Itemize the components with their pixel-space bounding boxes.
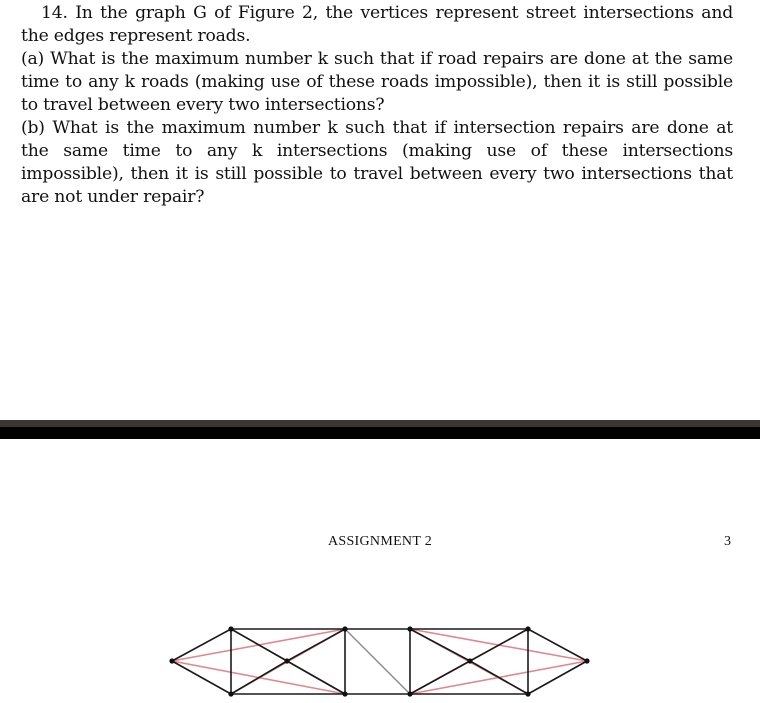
vertex-v7 bbox=[407, 626, 412, 631]
figure-2-graph bbox=[0, 600, 760, 703]
vertex-v2 bbox=[228, 626, 233, 631]
page-number: 3 bbox=[724, 534, 731, 549]
edge-v2-v4 bbox=[231, 629, 287, 661]
problem-part-a: (a) What is the maximum number k such that if road repairs are done at the same time to any k roads (making use of these roads impossible), then it is still possible to travel between every two intersections? bbox=[21, 49, 733, 115]
running-head: ASSIGNMENT 2 bbox=[327, 534, 433, 549]
vertex-v12 bbox=[584, 658, 589, 663]
problem-statement: 14. In the graph G of Figure 2, the vertices represent street intersections and the edges represent roads. bbox=[21, 3, 733, 46]
vertex-v6 bbox=[342, 691, 347, 696]
problem-part-b: (b) What is the maximum number k such that if intersection repairs are done at the same time to any k intersections (making use of these intersections impossible), then it is still possible to travel between every two intersections that are not under repair? bbox=[21, 118, 733, 207]
edge-v9-v11 bbox=[470, 661, 528, 694]
vertex-v9 bbox=[467, 658, 472, 663]
gray-edge-v5-v8 bbox=[345, 629, 410, 694]
black-edges bbox=[172, 629, 587, 694]
edge-v9-v10 bbox=[470, 629, 528, 661]
problem-14 bbox=[21, 2, 733, 209]
vertex-v10 bbox=[525, 626, 530, 631]
vertex-v5 bbox=[342, 626, 347, 631]
vertex-v8 bbox=[407, 691, 412, 696]
vertex-v4 bbox=[284, 658, 289, 663]
vertex-v11 bbox=[525, 691, 530, 696]
divider-shade bbox=[0, 420, 760, 427]
gray-edges bbox=[345, 629, 410, 694]
vertex-v3 bbox=[228, 691, 233, 696]
vertex-v1 bbox=[169, 658, 174, 663]
edge-v3-v4 bbox=[231, 661, 287, 694]
red-edges bbox=[172, 629, 587, 694]
page-divider bbox=[0, 420, 760, 439]
vertices bbox=[169, 626, 589, 696]
